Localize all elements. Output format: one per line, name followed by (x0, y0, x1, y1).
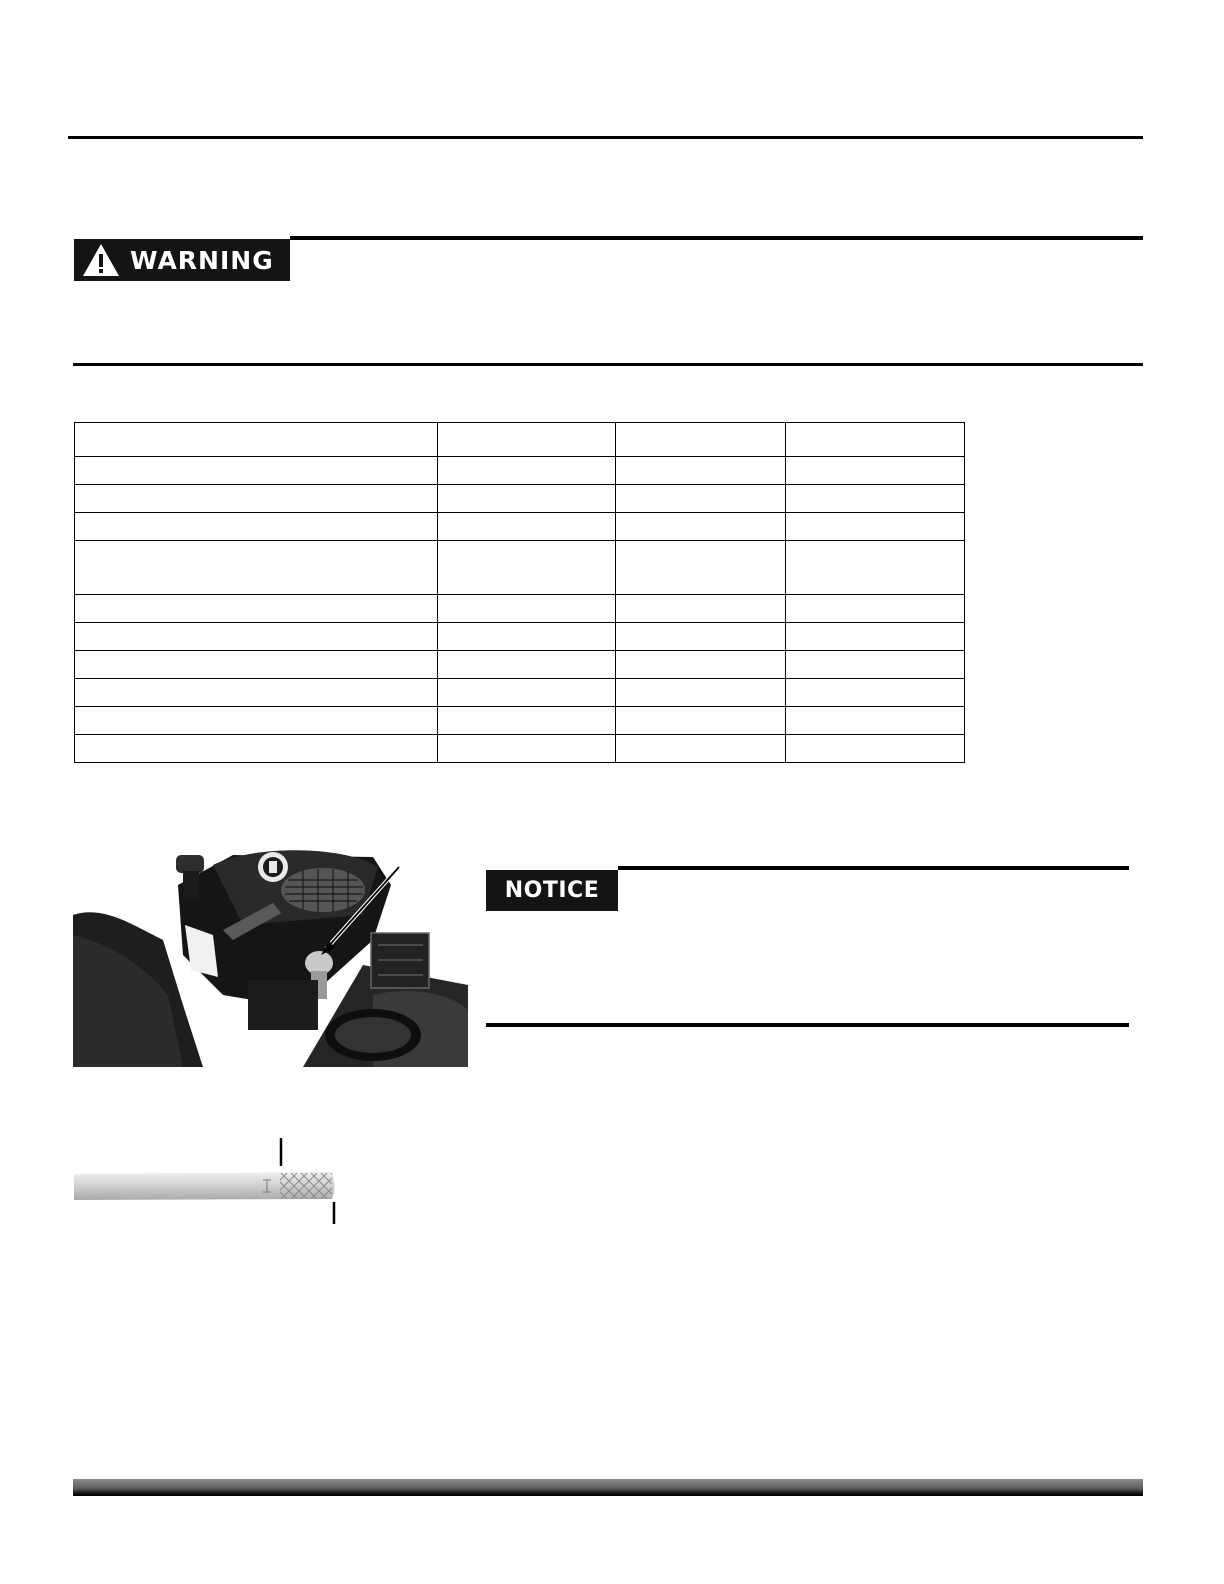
table-cell (438, 595, 616, 623)
table-cell (75, 707, 438, 735)
table-cell (616, 485, 786, 513)
table-row (75, 457, 965, 485)
notice-top-rule (618, 866, 1129, 870)
table-cell (786, 623, 965, 651)
engine-photo (73, 845, 468, 1067)
table-cell (438, 513, 616, 541)
header-rule (68, 136, 1143, 139)
table-cell (616, 735, 786, 763)
table-cell (438, 623, 616, 651)
table-cell (786, 651, 965, 679)
table-cell (616, 595, 786, 623)
table-cell (75, 651, 438, 679)
table-row (75, 679, 965, 707)
table-cell (616, 513, 786, 541)
table-cell (75, 423, 438, 457)
table-row (75, 485, 965, 513)
table-row (75, 595, 965, 623)
table-cell (75, 623, 438, 651)
table-cell (75, 457, 438, 485)
table-row (75, 707, 965, 735)
warning-text: WARNING (130, 245, 274, 275)
table-cell (786, 595, 965, 623)
table-cell (616, 651, 786, 679)
warning-label (74, 239, 290, 281)
table-cell (616, 623, 786, 651)
table-cell (786, 513, 965, 541)
table-cell (438, 541, 616, 595)
table-cell (75, 595, 438, 623)
table-cell (438, 423, 616, 457)
table-row (75, 651, 965, 679)
table-cell (438, 679, 616, 707)
table-cell (75, 735, 438, 763)
table-cell (786, 735, 965, 763)
table-cell (438, 651, 616, 679)
table-row (75, 623, 965, 651)
table-cell (786, 541, 965, 595)
table-cell (616, 457, 786, 485)
warning-bottom-rule (73, 363, 1143, 366)
table-cell (438, 457, 616, 485)
table-cell (75, 485, 438, 513)
table-row (75, 423, 965, 457)
table-cell (616, 423, 786, 457)
table-row (75, 513, 965, 541)
table-cell (438, 735, 616, 763)
table-cell (616, 679, 786, 707)
table-cell (438, 485, 616, 513)
table-cell (786, 423, 965, 457)
table-row (75, 541, 965, 595)
table-cell (786, 485, 965, 513)
warning-triangle-icon (82, 243, 120, 277)
table-cell (75, 513, 438, 541)
table-cell (786, 457, 965, 485)
notice-label: NOTICE (486, 870, 618, 911)
warning-top-rule (290, 236, 1143, 240)
footer-bar (73, 1479, 1143, 1496)
dipstick-photo (74, 1136, 338, 1228)
table-cell (786, 707, 965, 735)
notice-bottom-rule (486, 1023, 1129, 1027)
table-cell (438, 707, 616, 735)
table-cell (616, 707, 786, 735)
table-cell (75, 679, 438, 707)
table-cell (75, 541, 438, 595)
table-cell (786, 679, 965, 707)
table-row (75, 735, 965, 763)
table-cell (616, 541, 786, 595)
specification-table (74, 422, 965, 763)
